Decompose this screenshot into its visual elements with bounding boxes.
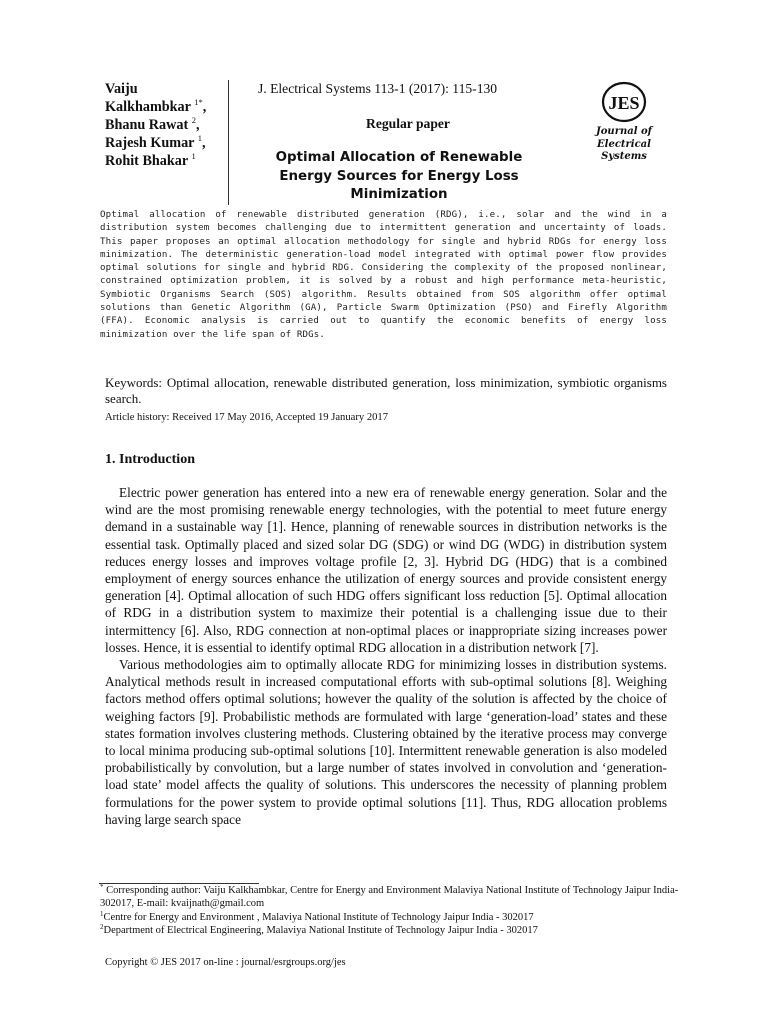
author-name: Bhanu Rawat $^2$, <box>105 115 200 133</box>
author-name: Rohit Bhakar $^1$ <box>105 151 196 169</box>
abstract: Optimal allocation of renewable distributed generation (RDG), i.e., solar and the wind in a distribution system becomes challenging due to intermittent generation and uncertainty of loads. This paper proposes an optimal allocation methodology for single and hybrid RDGs for energy loss minimization. The deterministic generation-load model integrated with optimal power flow provides optimal solutions for single and hybrid RDG. Considering the complexity of the proposed nonlinear, constrained optimization problem, it is solved by a robust and high performance meta-heuristic, Symbiotic Organisms Search (SOS) algorithm. Results obtained from SOS algorithm offer optimal solutions than Genetic Algorithm (GA), Particle Swarm Optimization (PSO) and Firefly Algorithm (FFA). Economic analysis is carried out to quantify the economic benefits of energy loss minimization over the life span of RDGs. <box>100 210 667 340</box>
author-name: Rajesh Kumar $^1$, <box>105 133 206 151</box>
paragraph: Electric power generation has entered into a new era of renewable energy generation. Solar and the wind are the most promising renewable energy technologies, with the potential to meet future energy demand in a sustainable way [1]. Hence, planning of renewable sources in distribution networks is the essential task. Optimally placed and sized solar DG (SDG) or wind DG (WDG) in distribution system reduces energy losses and improves voltage profile [2, 3]. Hybrid DG (HDG) that is a combined employment of energy sources enhance the utilization of energy sources and provide consistent energy generation [4]. Optimal allocation of such HDG offers significant loss reduction [5]. Optimal allocation of RDG in a distribution system to maximize their potential is a challenging issue due to their intermittency [6]. Also, RDG connection at non-optimal places or inappropriate sizing increases power losses. Hence, it is essential to identify optimal RDG allocation in a distribution network [7]. <box>105 485 667 655</box>
header-divider <box>228 80 229 205</box>
logo-line: Electrical <box>597 138 651 150</box>
footnote: $^1$Centre for Energy and Environment , Malaviya National Institute of Technology Jaipur India - 302017 <box>100 909 534 923</box>
paper-title: Optimal Allocation of Renewable Energy Sources for Energy Loss Minimization <box>275 150 523 202</box>
section-body <box>105 484 667 828</box>
footnote: $^2$Department of Electrical Engineering, Malaviya National Institute of Technology Jaipur India - 302017 <box>100 923 538 937</box>
author-name: Kalkhambkar $^{1*}$, <box>105 97 207 115</box>
footnote: * Corresponding author: Vaiju Kalkhambkar, Centre for Energy and Environment Malaviya National Institute of Technology Jaipur India-302017, E-mail: kvaijnath@gmail.com <box>100 883 679 910</box>
copyright-notice: Copyright © JES 2017 on-line : journal/esrgroups.org/jes <box>105 957 346 968</box>
logo-abbrev: JES <box>608 93 640 113</box>
logo-wordmark <box>578 126 670 164</box>
footnotes <box>100 884 680 938</box>
author-list <box>105 80 225 170</box>
journal-reference: J. Electrical Systems 113-1 (2017): 115-130 <box>258 81 498 96</box>
article-history: Article history: Received 17 May 2016, Accepted 19 January 2017 <box>105 412 389 423</box>
logo-line: Journal of <box>596 126 652 137</box>
section-heading: 1. Introduction <box>105 452 195 467</box>
paragraph: Various methodologies aim to optimally allocate RDG for minimizing losses in distribution systems. Analytical methods result in increased computational efforts with sub-optimal solutions [8]. Weighing factors method offers optimal solutions; however the quality of the solution is affected by the choice of weighing factors [9]. Probabilistic methods are formulated with large ‘generation-load’ states and these states formation involves clustering methods. Clustering obtained by the iterative process may converge to local minima producing sub-optimal solutions [10]. Intermittent renewable generation is also modeled probabilistically by convolution, but a large number of states involved in convolution and ‘generation-load state’ model affects the quality of solutions. This underscores the necessity of planning problem formulations for the power system to provide optimal solutions [11]. Thus, RDG allocation problems having large search space <box>105 657 667 827</box>
keywords: Keywords: Optimal allocation, renewable distributed generation, loss minimization, symbiotic organisms search. <box>105 375 667 406</box>
paper-type-label: Regular paper <box>366 116 450 131</box>
author-name: Vaiju <box>105 81 138 97</box>
logo-line: Systems <box>601 151 647 162</box>
